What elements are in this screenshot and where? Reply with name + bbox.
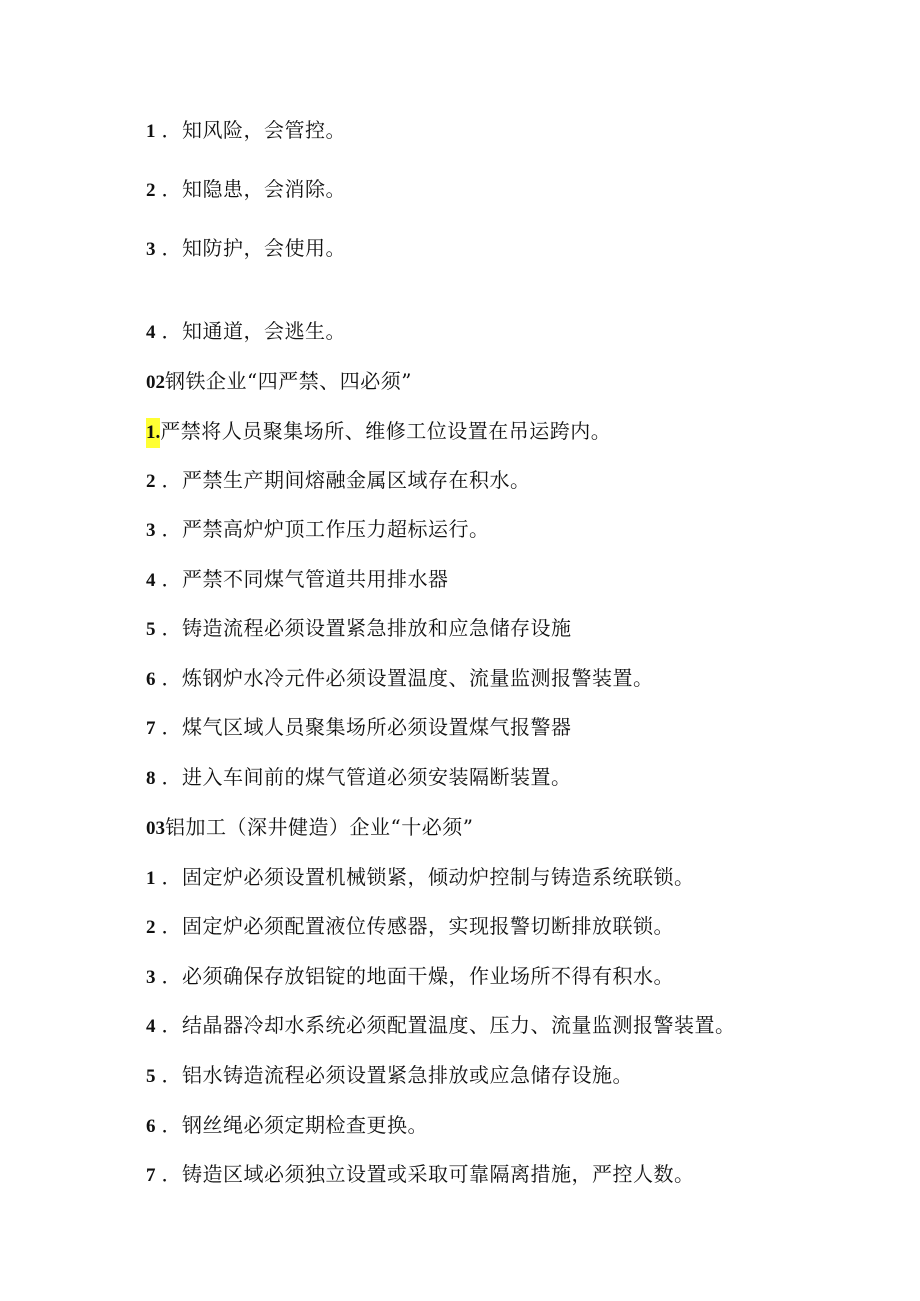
item-text: ．严禁不同煤气管道共用排水器 [161, 567, 449, 591]
list-item [146, 961, 674, 991]
item-text: ．知防护，会使用。 [161, 236, 346, 260]
item-text: ．知通道，会逃生。 [161, 319, 346, 343]
item-text: ．固定炉必须配置液位传感器，实现报警切断排放联锁。 [161, 914, 674, 938]
item-number: 7 [146, 1165, 156, 1186]
section-number: 03 [146, 818, 165, 839]
section-heading [146, 366, 412, 396]
list-item [146, 911, 674, 941]
item-number: 1 [146, 868, 156, 889]
list-item [146, 613, 572, 643]
list-item [146, 762, 572, 792]
item-number: 5 [146, 1066, 156, 1087]
item-text: ．固定炉必须设置机械锁紧，倾动炉控制与铸造系统联锁。 [161, 865, 695, 889]
item-text: ．进入车间前的煤气管道必须安装隔断装置。 [161, 765, 572, 789]
list-item [146, 115, 346, 145]
list-item [146, 233, 346, 263]
list-item [146, 174, 346, 204]
item-number: 3 [146, 967, 156, 988]
item-number: 4 [146, 570, 156, 591]
section-heading [146, 812, 473, 842]
list-item [146, 564, 449, 594]
list-item [146, 514, 490, 544]
item-text: ．结晶器冷却水系统必须配置温度、压力、流量监测报警装置。 [161, 1013, 736, 1037]
list-item [146, 712, 572, 742]
item-text: ．煤气区域人员聚集场所必须设置煤气报警器 [161, 715, 572, 739]
list-item [146, 316, 346, 346]
list-item [146, 1159, 695, 1189]
item-number: 4 [146, 1016, 156, 1037]
item-text: ．铸造区域必须独立设置或采取可靠隔离措施，严控人数。 [161, 1162, 695, 1186]
item-number: 6 [146, 1116, 156, 1137]
section-title: 钢铁企业“四严禁、四必须” [165, 369, 412, 393]
item-text: ．必须确保存放铝锭的地面干燥，作业场所不得有积水。 [161, 964, 674, 988]
item-number: 7 [146, 718, 156, 739]
item-number: 4 [146, 322, 156, 343]
item-number: 5 [146, 619, 156, 640]
list-item [146, 1010, 736, 1040]
section-title: 铝加工（深井健造）企业“十必须” [165, 815, 474, 839]
item-text: ．炼钢炉水冷元件必须设置温度、流量监测报警装置。 [161, 666, 654, 690]
section-number: 02 [146, 372, 165, 393]
item-text: ．钢丝绳必须定期检查更换。 [161, 1113, 428, 1137]
item-text: ．知风险，会管控。 [161, 118, 346, 142]
item-text: ．铝水铸造流程必须设置紧急排放或应急储存设施。 [161, 1063, 633, 1087]
item-text: ．知隐患，会消除。 [161, 177, 346, 201]
item-number-highlighted: 1. [146, 418, 160, 448]
list-item [146, 862, 695, 892]
item-number: 3 [146, 520, 156, 541]
item-number: 6 [146, 669, 156, 690]
item-number: 2 [146, 180, 156, 201]
item-number: 2 [146, 917, 156, 938]
item-text: ．严禁高炉炉顶工作压力超标运行。 [161, 517, 490, 541]
item-text: ．严禁生产期间熔融金属区域存在积水。 [161, 468, 531, 492]
list-item [146, 465, 531, 495]
item-text: ．铸造流程必须设置紧急排放和应急储存设施 [161, 616, 572, 640]
item-number: 3 [146, 239, 156, 260]
item-number: 2 [146, 471, 156, 492]
item-number: 1 [146, 121, 156, 142]
list-item [146, 1060, 633, 1090]
list-item [146, 416, 611, 446]
item-number: 8 [146, 768, 156, 789]
list-item [146, 1110, 428, 1140]
list-item [146, 663, 654, 693]
item-text: 严禁将人员聚集场所、维修工位设置在吊运跨内。 [160, 419, 612, 443]
